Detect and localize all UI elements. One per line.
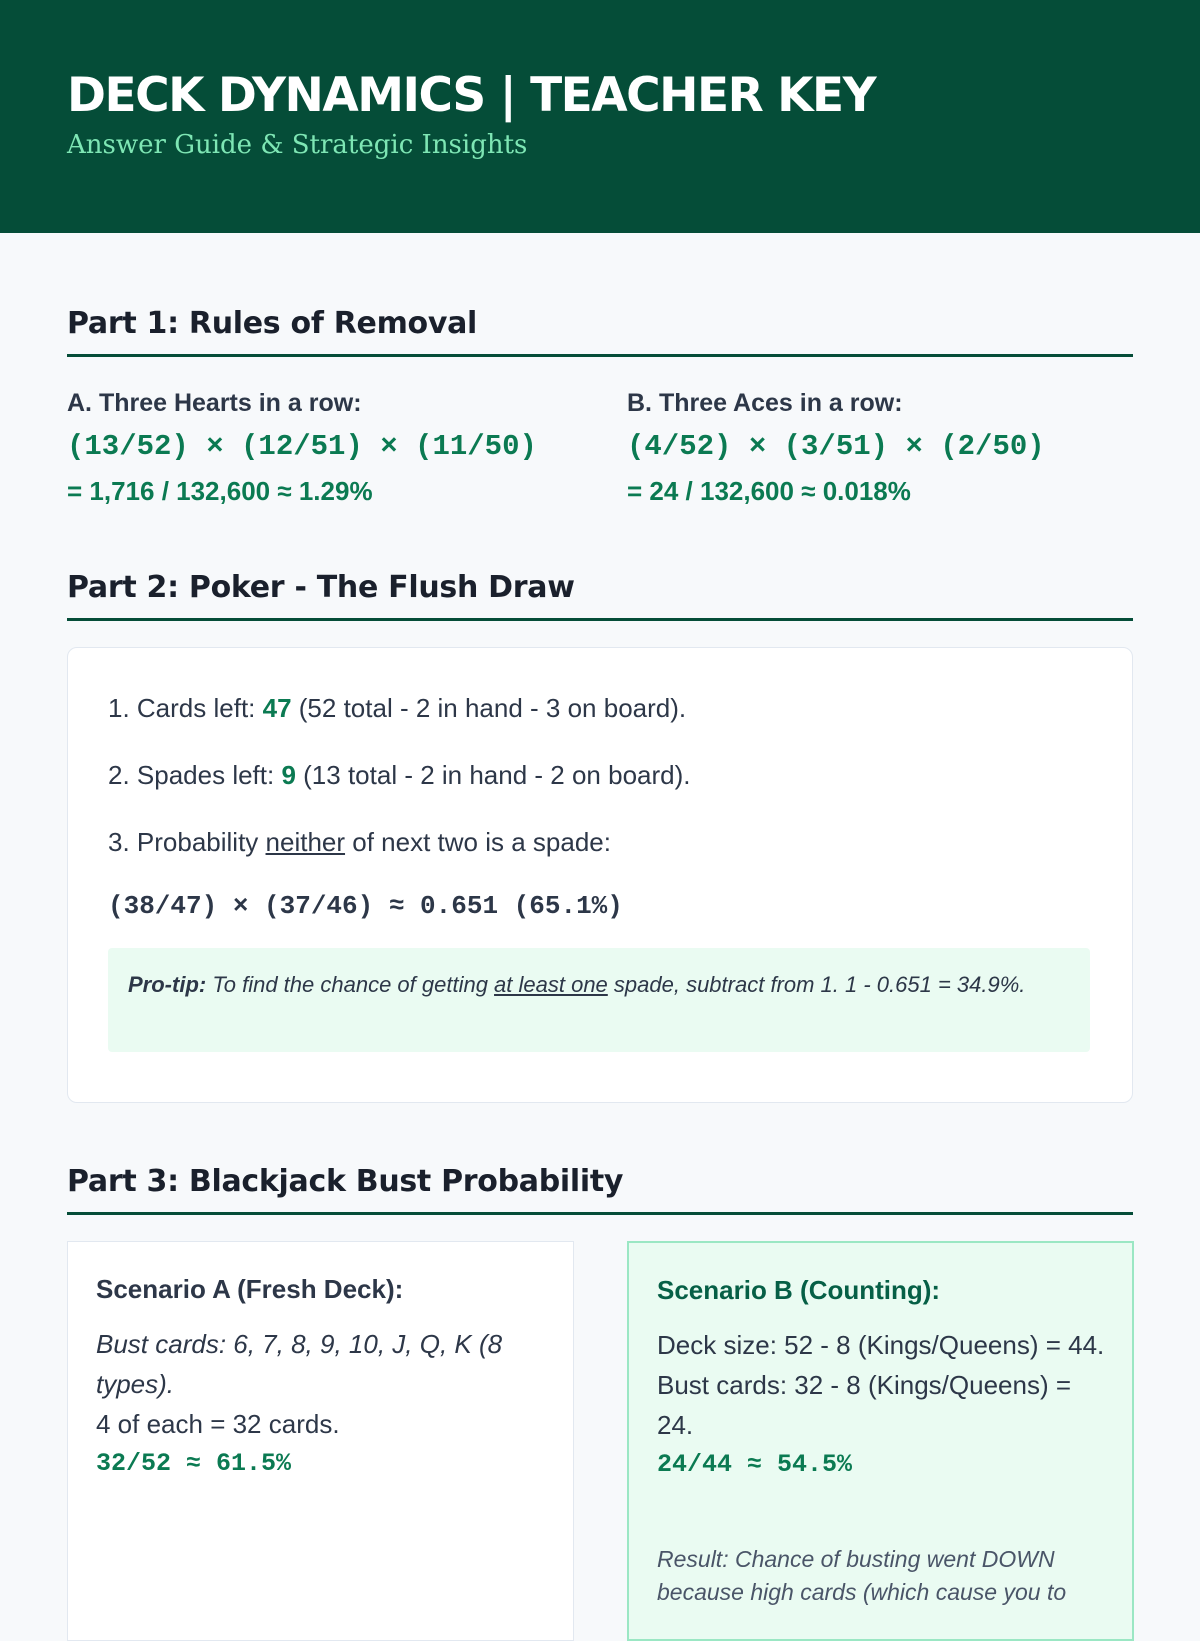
part1-b-label: B. Three Aces in a row:	[627, 389, 903, 417]
scenario-a-title: Scenario A (Fresh Deck):	[96, 1274, 404, 1304]
spades-left-value: 9	[281, 760, 296, 790]
pro-tip-text-before: To find the chance of getting	[206, 972, 495, 997]
part1-a-formula: (13/52) × (12/51) × (11/50)	[67, 430, 537, 463]
scenario-b-line1: Deck size: 52 - 8 (Kings/Queens) = 44.	[657, 1330, 1105, 1360]
spades-left-suffix: (13 total - 2 in hand - 2 on board).	[295, 760, 691, 790]
probability-prefix: 3. Probability	[108, 827, 266, 857]
pro-tip-label: Pro-tip:	[128, 972, 207, 997]
spades-left-line	[108, 760, 691, 791]
pro-tip-text-after: spade, subtract from 1. 1 - 0.651 = 34.9%.	[607, 972, 1026, 997]
pro-tip-box	[108, 948, 1090, 1052]
spades-left-prefix: 2. Spades left:	[108, 760, 282, 790]
cards-left-suffix: (52 total - 2 in hand - 3 on board).	[291, 693, 687, 723]
pro-tip-emphasis: at least one	[494, 972, 608, 997]
part1-a-result: = 1,716 / 132,600 ≈ 1.29%	[67, 476, 373, 506]
page-header	[0, 0, 1200, 233]
scenario-a-line2: 4 of each = 32 cards.	[96, 1409, 340, 1439]
scenario-b-result: 24/44 ≈ 54.5%	[657, 1450, 853, 1479]
page-title: DECK DYNAMICS | TEACHER KEY	[67, 68, 876, 123]
part1-b-formula: (4/52) × (3/51) × (2/50)	[627, 430, 1045, 463]
probability-neither-line	[108, 827, 611, 858]
page-subtitle: Answer Guide & Strategic Insights	[67, 130, 528, 160]
cards-left-prefix: 1. Cards left:	[108, 693, 263, 723]
scenario-a-line1: Bust cards: 6, 7, 8, 9, 10, J, Q, K (8 types).	[96, 1329, 503, 1399]
scenario-a-body	[96, 1324, 556, 1484]
part1-title: Part 1: Rules of Removal	[67, 304, 1133, 357]
part3-title: Part 3: Blackjack Bust Probability	[67, 1162, 1133, 1215]
scenario-b-body	[657, 1325, 1107, 1485]
part2-title: Part 2: Poker - The Flush Draw	[67, 568, 1133, 621]
scenario-b-title: Scenario B (Counting):	[657, 1275, 941, 1305]
scenario-b-note: Result: Chance of busting went DOWN because high cards (which cause you to	[657, 1546, 1067, 1605]
cards-left-value: 47	[262, 693, 292, 723]
flush-draw-card	[67, 647, 1133, 1103]
scenario-a-card	[67, 1241, 574, 1641]
cards-left-line	[108, 693, 686, 724]
probability-suffix: of next two is a spade:	[345, 827, 611, 857]
probability-emphasis: neither	[265, 827, 346, 857]
part1-b-result: = 24 / 132,600 ≈ 0.018%	[627, 476, 911, 506]
scenario-b-card	[627, 1241, 1134, 1641]
part1-a-label: A. Three Hearts in a row:	[67, 389, 362, 417]
scenario-b-line2: Bust cards: 32 - 8 (Kings/Queens) = 24.	[657, 1370, 1072, 1440]
flush-formula: (38/47) × (37/46) ≈ 0.651 (65.1%)	[108, 891, 623, 921]
scenario-a-result: 32/52 ≈ 61.5%	[96, 1449, 292, 1478]
